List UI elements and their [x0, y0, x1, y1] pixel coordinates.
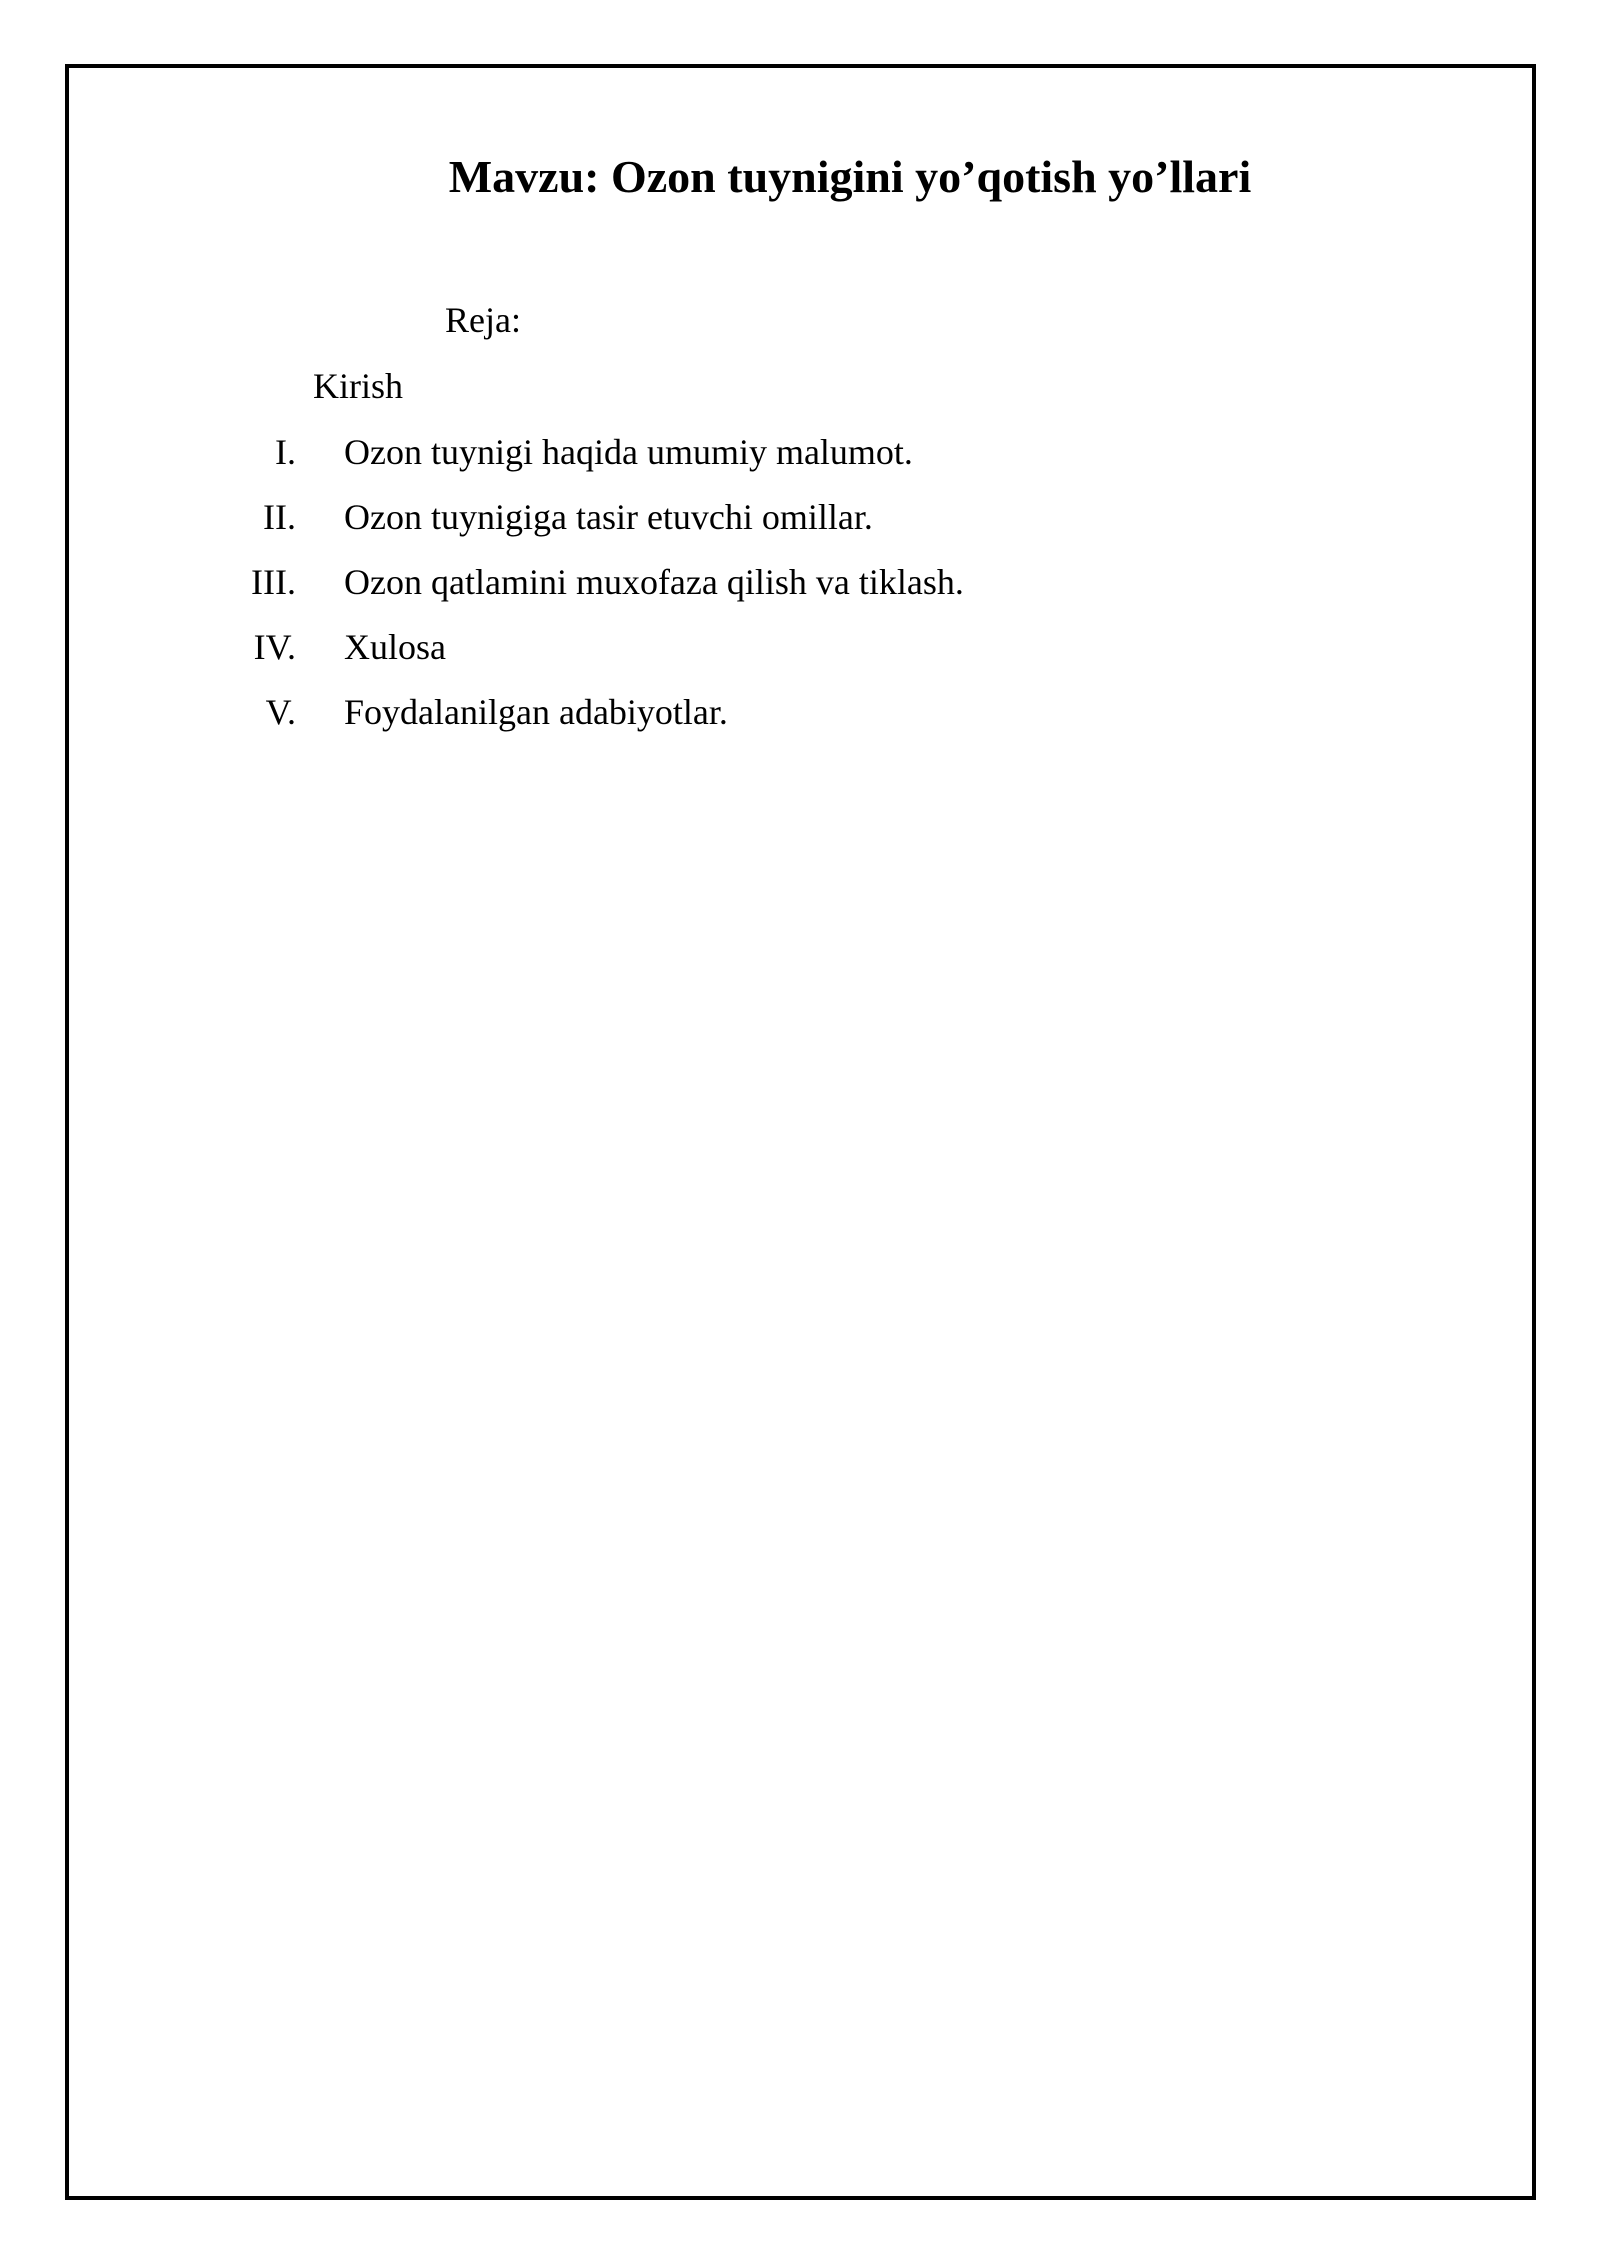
plan-item-number: III.: [251, 562, 296, 602]
plan-item-number: II.: [263, 497, 296, 537]
plan-heading: Reja:: [445, 300, 521, 340]
plan-item-text: Ozon tuynigi haqida umumiy malumot.: [344, 432, 913, 472]
plan-item-number: I.: [275, 432, 296, 472]
plan-item-text: Foydalanilgan adabiyotlar.: [344, 692, 728, 732]
plan-item-number: IV.: [253, 627, 296, 667]
plan-item-text: Xulosa: [344, 627, 446, 667]
plan-intro: Kirish: [313, 366, 403, 406]
plan-item-text: Ozon tuynigiga tasir etuvchi omillar.: [344, 497, 873, 537]
plan-item-text: Ozon qatlamini muxofaza qilish va tiklash.: [344, 562, 964, 602]
plan-item-number: V.: [265, 692, 296, 732]
page-border: [65, 64, 1536, 2200]
document-title: Mavzu: Ozon tuynigini yo’qotish yo’llari: [448, 151, 1252, 202]
